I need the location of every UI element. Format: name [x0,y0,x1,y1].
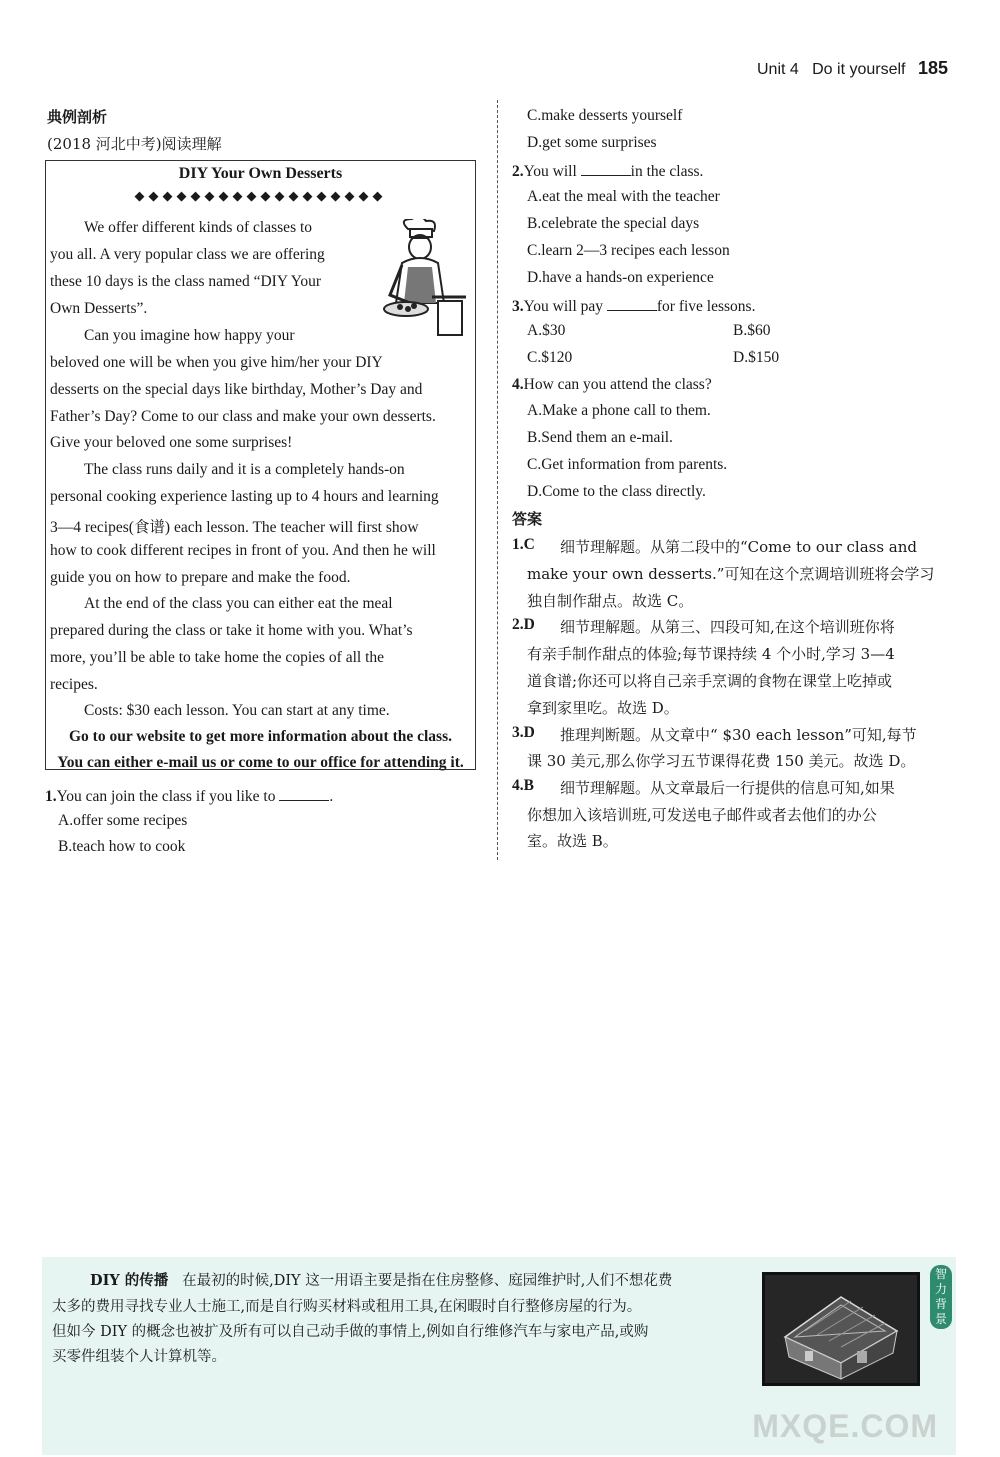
passage-line: We offer different kinds of classes to [84,219,313,236]
tip-line [90,1269,672,1290]
passage-costs-line: Costs: $30 each lesson. You can start at any time. [84,702,390,719]
tip-line: 但如今 DIY 的概念也被扩及所有可以自己动手做的事情上,例如自行维修汽车与家电产品,或购 [52,1324,649,1340]
question-3-option-a[interactable]: A.$30 [527,322,566,339]
house-illustration [762,1272,920,1386]
question-4-option-d[interactable]: D.Come to the class directly. [527,483,706,500]
passage-line: guide you on how to prepare and make the food. [50,569,351,586]
passage-line: Give your beloved one some surprises! [50,434,293,451]
answer-2-label: 2.D [512,616,535,633]
answer-3-line: 推理判断题。从文章中“ $30 each lesson”可知,每节 [560,726,917,744]
answer-2-line: 道食谱;你还可以将自己亲手烹调的食物在课堂上吃掉或 [527,672,893,690]
answer-2-line: 有亲手制作甜点的体验;每节课持续 4 个小时,学习 3—4 [527,645,895,663]
passage-line: 3—4 recipes(食谱) each lesson. The teacher will first show [50,519,419,536]
question-4-option-b[interactable]: B.Send them an e-mail. [527,429,673,446]
question-1-option-d[interactable]: D.get some surprises [527,134,657,151]
answer-2-line: 拿到家里吃。故选 D。 [527,699,679,717]
question-2-option-c[interactable]: C.learn 2—3 recipes each lesson [527,242,730,259]
site-watermark: MXQE.COM [752,1408,938,1444]
question-2-option-d[interactable]: D.have a hands-on experience [527,269,714,286]
passage-line: you all. A very popular class we are offering [50,246,325,263]
passage-line: personal cooking experience lasting up to 4 hours and learning [50,488,439,505]
passage-line: The class runs daily and it is a completely hands-on [84,461,405,478]
answer-4-label: 4.B [512,777,534,794]
chef-illustration [372,219,468,339]
answers-title: 答案 [512,510,543,528]
passage-title: DIY Your Own Desserts [178,165,343,182]
answer-4-line: 你想加入该培训班,可发送电子邮件或者去他们的办公 [527,806,877,824]
answer-blank[interactable] [279,786,329,801]
passage-line: At the end of the class you can either eat the meal [84,595,393,612]
passage-line: Father’s Day? Come to our class and make your own desserts. [50,408,436,425]
question-source: (2018 河北中考)阅读理解 [47,135,222,153]
question-3-option-d[interactable]: D.$150 [733,349,780,366]
question-2-stem: 2.You will in the class. [512,163,704,180]
question-1-option-b[interactable]: B.teach how to cook [58,838,186,855]
passage-line: Can you imagine how happy your [84,327,295,344]
answer-blank[interactable] [607,296,657,311]
reading-passage-box [45,160,476,770]
answer-1-line: 细节理解题。从第二段中的“Come to our class and [560,538,918,556]
tip-heading: DIY 的传播 [90,1272,169,1289]
question-1-option-a[interactable]: A.offer some recipes [58,812,188,829]
answer-1-label: 1.C [512,536,535,553]
passage-line: Own Desserts”. [50,300,148,317]
background-tip-box [42,1257,956,1455]
answer-4-line: 细节理解题。从文章最后一行提供的信息可知,如果 [560,779,895,797]
answer-1-line: 独自制作甜点。故选 C。 [527,592,694,610]
tip-category-tab: 智力背景 [930,1265,952,1329]
passage-line: beloved one will be when you give him/her your DIY [50,354,383,371]
answer-3-line: 课 30 美元,那么你学习五节课得花费 150 美元。故选 D。 [527,752,916,770]
passage-line: desserts on the special days like birthday, Mother’s Day and [50,381,423,398]
tip-line: 太多的费用寻找专业人士施工,而是自行购买材料或租用工具,在闲暇时自行整修房屋的行为。 [52,1299,642,1315]
section-title: 典例剖析 [47,108,108,126]
answer-3-label: 3.D [512,724,535,741]
page-header [757,58,948,79]
question-4-option-a[interactable]: A.Make a phone call to them. [527,402,711,419]
passage-line: these 10 days is the class named “DIY Your [50,273,322,290]
passage-line: more, you’ll be able to take home the copies of all the [50,649,384,666]
diamond-divider: ◆◆◆◆◆◆◆◆◆◆◆◆◆◆◆◆◆◆ [134,189,387,204]
question-2-option-a[interactable]: A.eat the meal with the teacher [527,188,720,205]
page-number: 185 [917,58,948,78]
question-3-option-b[interactable]: B.$60 [733,322,771,339]
passage-website-line: Go to our website to get more information about the class. [68,728,452,745]
passage-line: prepared during the class or take it home with you. What’s [50,622,413,639]
passage-line: recipes. [50,676,98,693]
question-2-option-b[interactable]: B.celebrate the special days [527,215,700,232]
question-3-stem: 3.You will pay for five lessons. [512,298,756,315]
question-3-option-c[interactable]: C.$120 [527,349,573,366]
answer-2-line: 细节理解题。从第三、四段可知,在这个培训班你将 [560,618,895,636]
passage-contact-line: You can either e-mail us or come to our office for attending it. [57,754,464,771]
column-divider [497,100,498,860]
answer-4-line: 室。故选 B。 [527,832,618,850]
tip-line-text: 在最初的时候,DIY 这一用语主要是指在住房整修、庭园维护时,人们不想花费 [182,1273,673,1289]
passage-line: how to cook different recipes in front of you. And then he will [50,542,436,559]
unit-label: Unit 4 [756,61,799,78]
answer-1-line: make your own desserts.”可知在这个烹调培训班将会学习 [527,565,935,583]
answer-blank[interactable] [581,161,631,176]
question-1-option-c[interactable]: C.make desserts yourself [527,107,683,124]
tip-line: 买零件组装个人计算机等。 [52,1349,226,1365]
unit-topic: Do it yourself [812,61,906,78]
question-4-stem: 4.How can you attend the class? [512,376,712,393]
question-1-stem: 1.You can join the class if you like to . [45,788,334,805]
question-4-option-c[interactable]: C.Get information from parents. [527,456,728,473]
